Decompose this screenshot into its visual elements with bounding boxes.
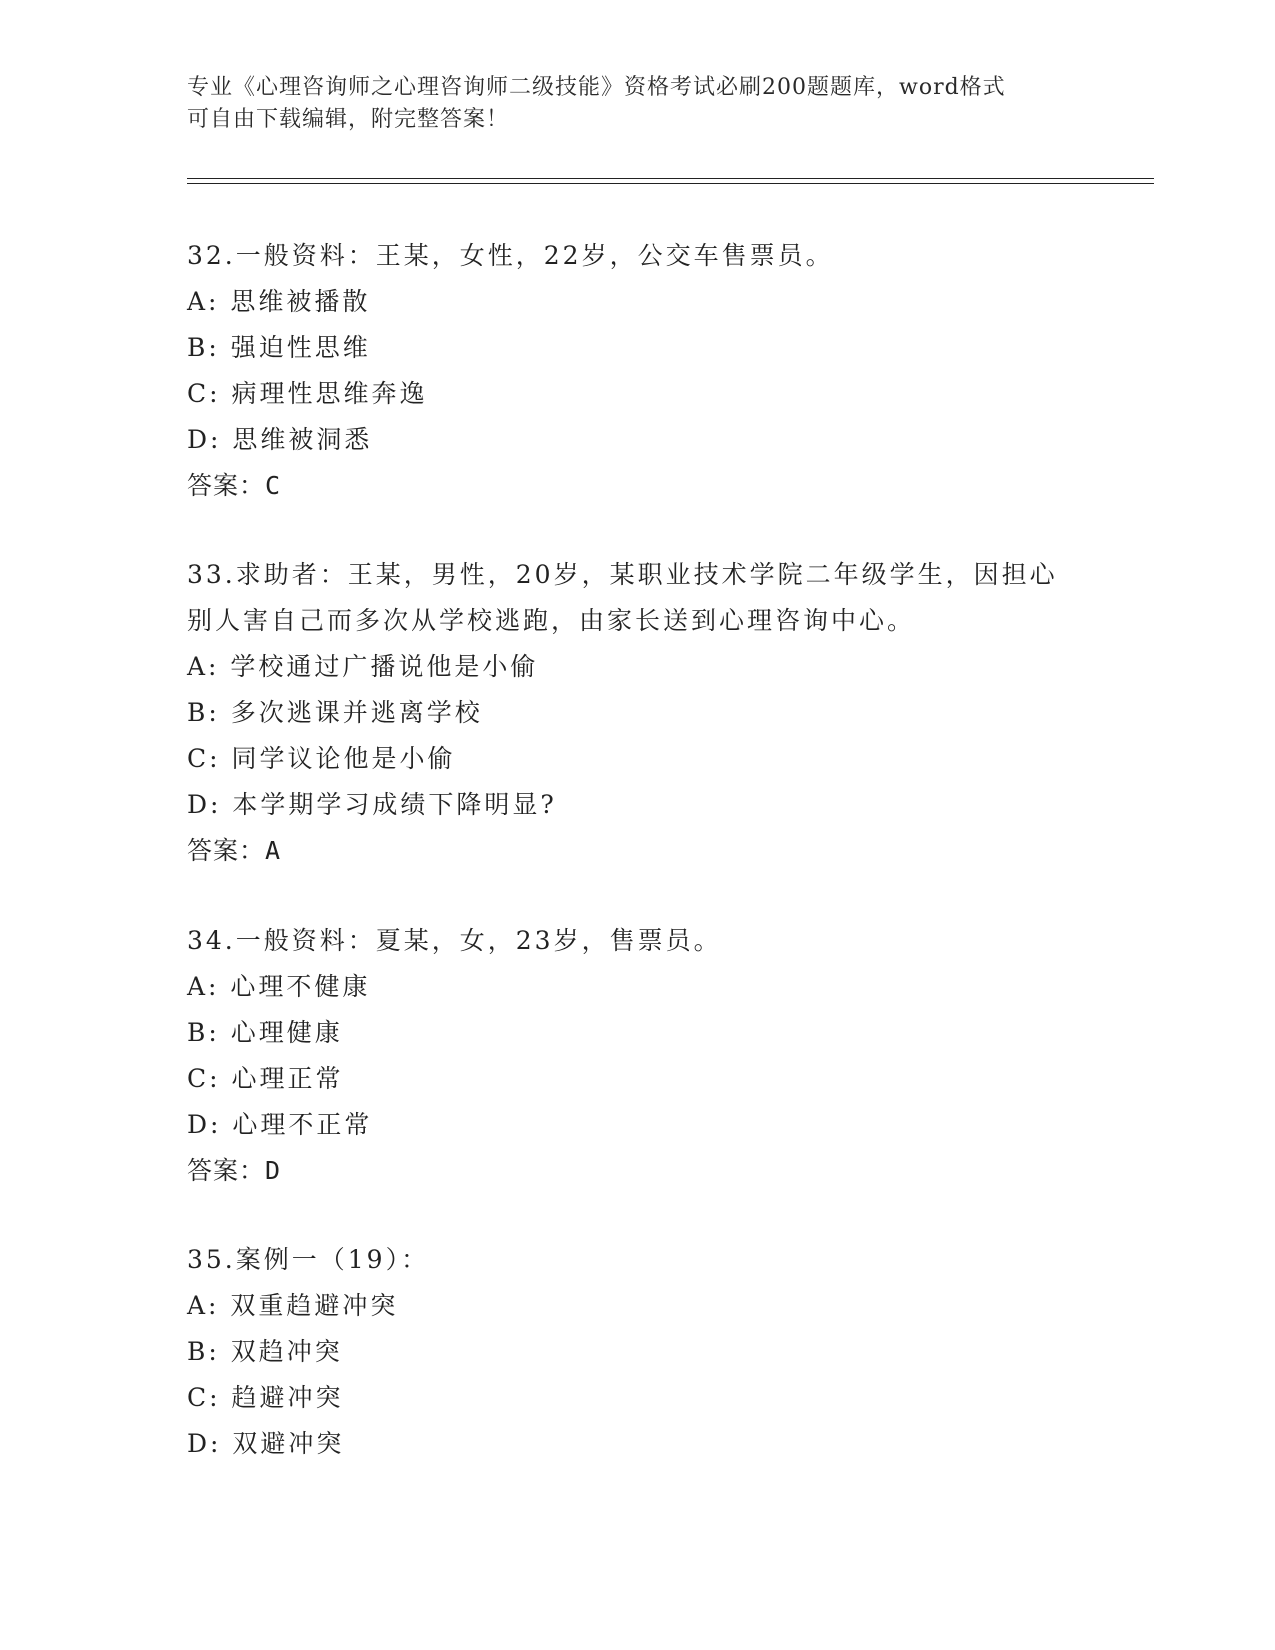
option-d: D: 本学期学习成绩下降明显? — [187, 790, 557, 819]
question-stem: 32.一般资料：王某，女性，22岁，公交车售票员。 — [187, 241, 834, 270]
header-line-2: 可自由下载编辑，附完整答案！ — [187, 107, 510, 132]
option-c: C: 同学议论他是小偷 — [187, 744, 456, 773]
option-c: C: 趋避冲突 — [187, 1383, 344, 1412]
option-c: C: 病理性思维奔逸 — [187, 379, 428, 408]
question-stem-line-2: 别人害自己而多次从学校逃跑，由家长送到心理咨询中心。 — [187, 606, 916, 635]
option-b: B: 多次逃课并逃离学校 — [187, 698, 483, 727]
question-stem: 34.一般资料：夏某，女，23岁，售票员。 — [187, 926, 722, 955]
option-a: A: 学校通过广播说他是小偷 — [187, 652, 539, 681]
header-divider-bottom — [187, 183, 1154, 184]
answer-key: A — [265, 836, 282, 865]
option-b: B: 双趋冲突 — [187, 1337, 343, 1366]
option-d: D: 双避冲突 — [187, 1429, 345, 1458]
option-d: D: 心理不正常 — [187, 1110, 373, 1139]
header-line-1: 专业《心理咨询师之心理咨询师二级技能》资格考试必刷200题题库，word格式 — [187, 75, 1006, 100]
answer-key: D — [265, 1156, 282, 1185]
answer-key: C — [265, 471, 282, 500]
answer-label: 答案： — [187, 836, 266, 865]
answer-label: 答案： — [187, 1156, 266, 1185]
question-34 — [187, 918, 1087, 1194]
question-35 — [187, 1237, 1087, 1467]
question-32 — [187, 233, 1087, 509]
answer-line — [187, 1148, 1087, 1194]
option-d: D: 思维被洞悉 — [187, 425, 373, 454]
question-stem: 35.案例一（19）： — [187, 1245, 430, 1274]
option-a: A: 心理不健康 — [187, 972, 371, 1001]
header-divider-top — [187, 178, 1154, 179]
option-c: C: 心理正常 — [187, 1064, 344, 1093]
option-b: B: 强迫性思维 — [187, 333, 371, 362]
option-a: A: 思维被播散 — [187, 287, 371, 316]
answer-label: 答案： — [187, 471, 266, 500]
option-a: A: 双重趋避冲突 — [187, 1291, 399, 1320]
question-33 — [187, 552, 1087, 874]
answer-line — [187, 828, 1087, 874]
document-header — [187, 72, 1067, 136]
option-b: B: 心理健康 — [187, 1018, 343, 1047]
question-stem-line-1: 33.求助者：王某，男性，20岁，某职业技术学院二年级学生，因担心 — [187, 560, 1058, 589]
answer-line — [187, 463, 1087, 509]
